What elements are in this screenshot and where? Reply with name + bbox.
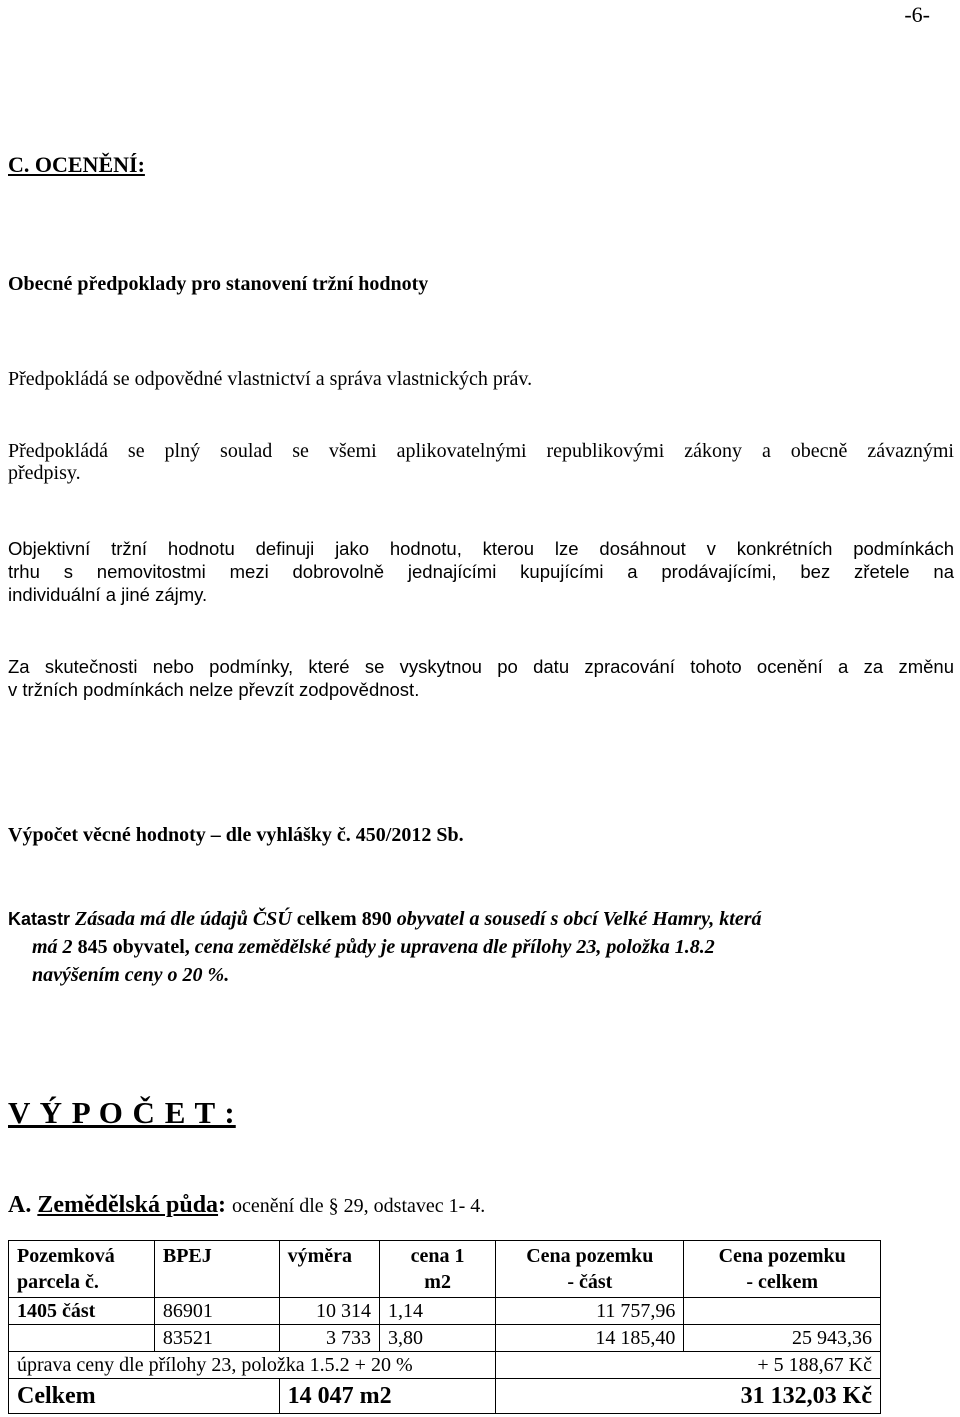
section-title: C. OCENĚNÍ: — [8, 152, 145, 177]
heading-calculation: Výpočet věcné hodnoty – dle vyhlášky č. 450/2012 Sb. — [8, 824, 464, 846]
table-header-row: Pozemková parcela č. BPEJ výměra cena 1 m2 Cena pozemku - část Cena pozemku - celkem — [9, 1241, 881, 1298]
katastr-paragraph: Katastr Zásada má dle údajů ČSÚ celkem 890 obyvatel a sousedí s obcí Velké Hamry, která má 2 845 obyvatel, cena zemědělské půdy je upravena dle přílohy 23, položka 1.8.2 navýšením ceny o 20 %. — [8, 908, 762, 986]
paragraph-ownership: Předpokládá se odpovědné vlastnictví a správa vlastnických práv. — [8, 368, 533, 390]
paragraph-liability-line2: v tržních podmínkách nelze převzít zodpovědnost. — [8, 679, 420, 700]
katastr-label: Katastr — [8, 909, 71, 929]
section-a-title: Zemědělská půda — [37, 1192, 219, 1218]
table-total-row: Celkem 14 047 m2 31 132,03 Kč — [9, 1379, 881, 1414]
paragraph-market-value-line3: individuální a jiné zájmy. — [8, 584, 208, 605]
table-row: 1405 část 86901 10 314 1,14 11 757,96 — [9, 1298, 881, 1325]
page-number: -6- — [904, 2, 930, 27]
section-a-heading: A. Zemědělská půda: ocenění dle § 29, odstavec 1- 4. — [8, 1192, 486, 1218]
paragraph-compliance-line2: předpisy. — [8, 462, 81, 484]
calculation-title: V Ý P O Č E T : — [8, 1095, 236, 1130]
paragraph-compliance-line1: Předpokládá se plný soulad se všemi aplikovatelnými republikovými zákony a obecně závaznými — [8, 440, 954, 462]
heading-general-assumptions: Obecné předpoklady pro stanovení tržní hodnoty — [8, 273, 429, 295]
paragraph-liability-line1: Za skutečnosti nebo podmínky, které se vyskytnou po datu zpracování tohoto ocenění a za změnu — [8, 656, 954, 677]
paragraph-market-value-line1: Objektivní tržní hodnotu definuji jako hodnotu, kterou lze dosáhnout v konkrétních podmínkách — [8, 538, 954, 559]
paragraph-market-value-line2: trhu s nemovitostmi mezi dobrovolně jednajícími kupujícími a prodávajícími, bez zřetele na — [8, 561, 954, 582]
table-row: 83521 3 733 3,80 14 185,40 25 943,36 — [9, 1325, 881, 1352]
land-valuation-table — [8, 1240, 881, 1414]
table-adjustment-row: úprava ceny dle přílohy 23, položka 1.5.2 + 20 % + 5 188,67 Kč — [9, 1352, 881, 1379]
